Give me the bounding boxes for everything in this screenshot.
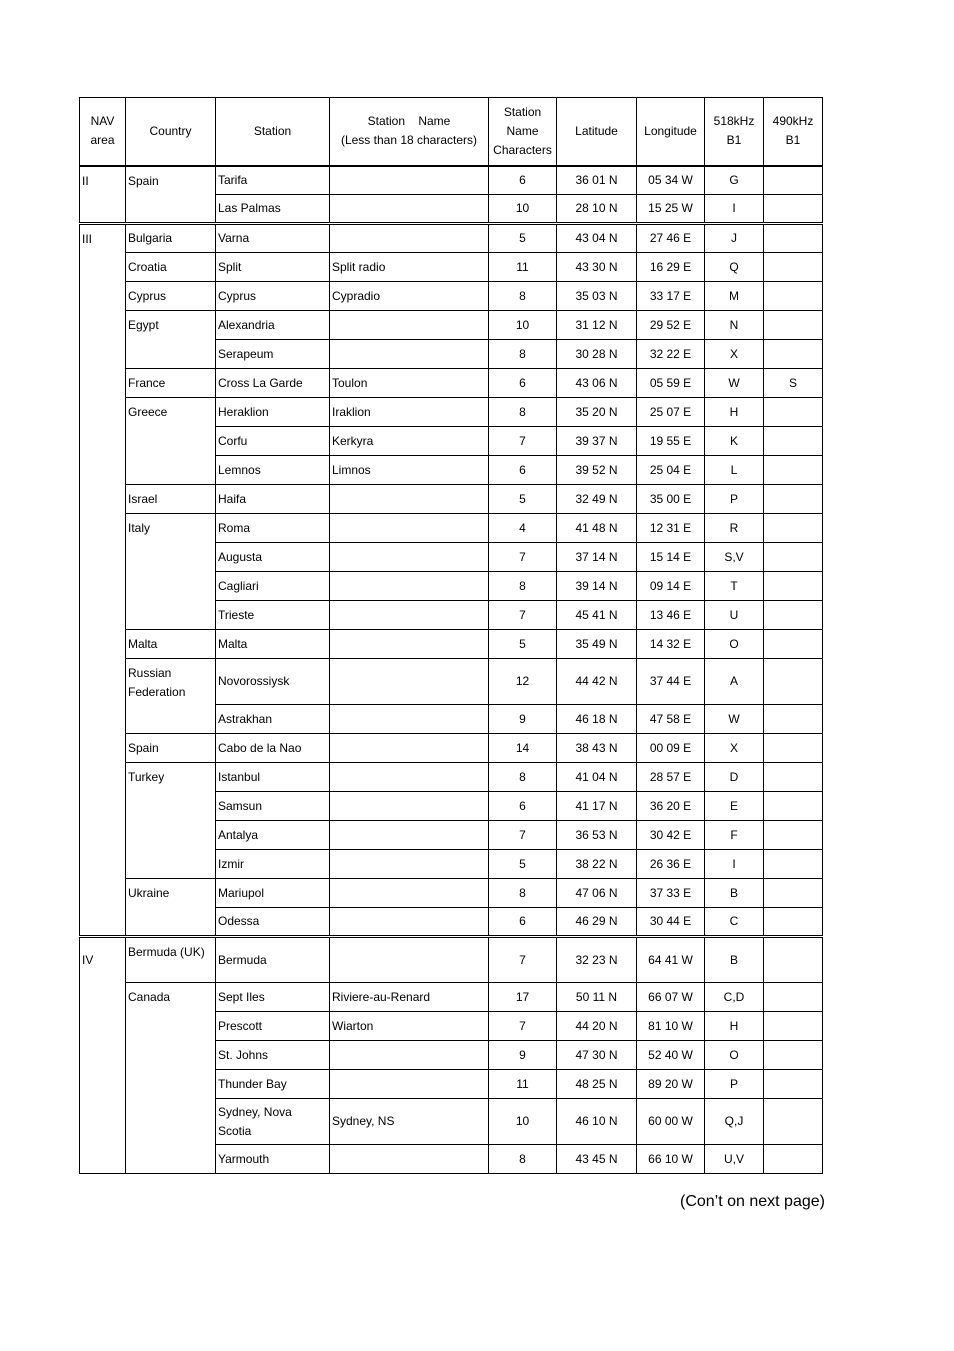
country-cell: Israel [126, 485, 216, 514]
b1-490khz-cell [764, 195, 823, 224]
characters-cell: 14 [489, 734, 557, 763]
b1-518khz-cell: G [705, 166, 764, 195]
longitude-cell: 66 07 W [637, 983, 705, 1012]
b1-490khz-cell [764, 1099, 823, 1145]
header-name-characters: Station Name Characters [489, 98, 557, 166]
latitude-cell: 39 37 N [557, 427, 637, 456]
station-cell: Sept Iles [216, 983, 330, 1012]
b1-518khz-cell: X [705, 340, 764, 369]
station-cell: Thunder Bay [216, 1070, 330, 1099]
station-cell: Prescott [216, 1012, 330, 1041]
station-name-cell [330, 792, 489, 821]
latitude-cell: 39 14 N [557, 572, 637, 601]
header-490khz: 490kHz B1 [764, 98, 823, 166]
station-name-cell [330, 601, 489, 630]
station-name-cell [330, 879, 489, 908]
b1-490khz-cell [764, 427, 823, 456]
b1-518khz-cell: F [705, 821, 764, 850]
characters-cell: 9 [489, 1041, 557, 1070]
latitude-cell: 28 10 N [557, 195, 637, 224]
latitude-cell: 50 11 N [557, 983, 637, 1012]
station-table [79, 97, 823, 1174]
latitude-cell: 45 41 N [557, 601, 637, 630]
station-name-cell: Sydney, NS [330, 1099, 489, 1145]
latitude-cell: 43 04 N [557, 224, 637, 253]
characters-cell: 10 [489, 1099, 557, 1145]
characters-cell: 12 [489, 659, 557, 705]
station-name-cell [330, 1070, 489, 1099]
table-row [80, 983, 823, 1012]
characters-cell: 8 [489, 879, 557, 908]
longitude-cell: 14 32 E [637, 630, 705, 659]
latitude-cell: 32 49 N [557, 485, 637, 514]
country-cell: Egypt [126, 311, 216, 369]
latitude-cell: 47 30 N [557, 1041, 637, 1070]
b1-518khz-cell: P [705, 1070, 764, 1099]
longitude-cell: 29 52 E [637, 311, 705, 340]
station-cell: Malta [216, 630, 330, 659]
latitude-cell: 43 30 N [557, 253, 637, 282]
continued-note: (Con’t on next page) [680, 1193, 825, 1210]
characters-cell: 8 [489, 763, 557, 792]
station-cell: Cagliari [216, 572, 330, 601]
station-name-cell [330, 166, 489, 195]
table-row [80, 369, 823, 398]
b1-518khz-cell: W [705, 369, 764, 398]
b1-490khz-cell [764, 1070, 823, 1099]
station-cell: Antalya [216, 821, 330, 850]
station-name-cell [330, 821, 489, 850]
station-cell: Augusta [216, 543, 330, 572]
station-cell: Lemnos [216, 456, 330, 485]
b1-490khz-cell [764, 792, 823, 821]
longitude-cell: 25 04 E [637, 456, 705, 485]
longitude-cell: 30 44 E [637, 908, 705, 937]
station-name-cell [330, 572, 489, 601]
station-cell: Cabo de la Nao [216, 734, 330, 763]
table-row [80, 485, 823, 514]
characters-cell: 7 [489, 821, 557, 850]
longitude-cell: 37 44 E [637, 659, 705, 705]
station-name-cell [330, 1145, 489, 1174]
longitude-cell: 37 33 E [637, 879, 705, 908]
longitude-cell: 16 29 E [637, 253, 705, 282]
latitude-cell: 46 18 N [557, 705, 637, 734]
header-station: Station [216, 98, 330, 166]
characters-cell: 5 [489, 485, 557, 514]
station-cell: Roma [216, 514, 330, 543]
longitude-cell: 28 57 E [637, 763, 705, 792]
longitude-cell: 81 10 W [637, 1012, 705, 1041]
longitude-cell: 32 22 E [637, 340, 705, 369]
characters-cell: 5 [489, 850, 557, 879]
table-row [80, 224, 823, 253]
characters-cell: 6 [489, 166, 557, 195]
longitude-cell: 12 31 E [637, 514, 705, 543]
characters-cell: 7 [489, 1012, 557, 1041]
latitude-cell: 37 14 N [557, 543, 637, 572]
b1-518khz-cell: B [705, 937, 764, 983]
table-row [80, 659, 823, 705]
station-cell: Varna [216, 224, 330, 253]
country-cell: Bermuda (UK) [126, 937, 216, 983]
b1-490khz-cell [764, 340, 823, 369]
header-latitude: Latitude [557, 98, 637, 166]
b1-490khz-cell [764, 543, 823, 572]
station-name-cell: Split radio [330, 253, 489, 282]
station-cell: Odessa [216, 908, 330, 937]
longitude-cell: 35 00 E [637, 485, 705, 514]
country-cell: Malta [126, 630, 216, 659]
longitude-cell: 27 46 E [637, 224, 705, 253]
station-name-cell: Cypradio [330, 282, 489, 311]
table-body [80, 166, 823, 1174]
country-cell: France [126, 369, 216, 398]
b1-518khz-cell: Q,J [705, 1099, 764, 1145]
longitude-cell: 05 34 W [637, 166, 705, 195]
station-cell: Cross La Garde [216, 369, 330, 398]
table-row [80, 514, 823, 543]
b1-518khz-cell: O [705, 1041, 764, 1070]
characters-cell: 8 [489, 572, 557, 601]
station-name-cell [330, 908, 489, 937]
b1-490khz-cell [764, 514, 823, 543]
characters-cell: 6 [489, 456, 557, 485]
table-row [80, 253, 823, 282]
station-cell: Yarmouth [216, 1145, 330, 1174]
latitude-cell: 43 45 N [557, 1145, 637, 1174]
longitude-cell: 89 20 W [637, 1070, 705, 1099]
latitude-cell: 39 52 N [557, 456, 637, 485]
longitude-cell: 52 40 W [637, 1041, 705, 1070]
station-cell: Alexandria [216, 311, 330, 340]
latitude-cell: 41 48 N [557, 514, 637, 543]
station-cell: Samsun [216, 792, 330, 821]
latitude-cell: 46 10 N [557, 1099, 637, 1145]
longitude-cell: 19 55 E [637, 427, 705, 456]
longitude-cell: 15 25 W [637, 195, 705, 224]
b1-518khz-cell: A [705, 659, 764, 705]
characters-cell: 8 [489, 1145, 557, 1174]
station-name-cell [330, 1041, 489, 1070]
station-cell: Astrakhan [216, 705, 330, 734]
header-country: Country [126, 98, 216, 166]
station-cell: Heraklion [216, 398, 330, 427]
latitude-cell: 44 20 N [557, 1012, 637, 1041]
longitude-cell: 13 46 E [637, 601, 705, 630]
b1-518khz-cell: M [705, 282, 764, 311]
latitude-cell: 38 22 N [557, 850, 637, 879]
station-cell: Mariupol [216, 879, 330, 908]
b1-490khz-cell [764, 705, 823, 734]
header-row [80, 98, 823, 166]
table-row [80, 166, 823, 195]
longitude-cell: 00 09 E [637, 734, 705, 763]
longitude-cell: 33 17 E [637, 282, 705, 311]
station-name-cell [330, 514, 489, 543]
table-row [80, 937, 823, 983]
country-cell: Greece [126, 398, 216, 485]
station-cell: Split [216, 253, 330, 282]
characters-cell: 7 [489, 543, 557, 572]
station-name-cell [330, 195, 489, 224]
station-name-cell: Toulon [330, 369, 489, 398]
latitude-cell: 47 06 N [557, 879, 637, 908]
b1-490khz-cell [764, 630, 823, 659]
station-name-cell [330, 224, 489, 253]
characters-cell: 6 [489, 908, 557, 937]
b1-518khz-cell: U,V [705, 1145, 764, 1174]
latitude-cell: 41 04 N [557, 763, 637, 792]
station-name-cell [330, 705, 489, 734]
station-name-cell [330, 311, 489, 340]
b1-490khz-cell [764, 1145, 823, 1174]
longitude-cell: 30 42 E [637, 821, 705, 850]
b1-490khz-cell [764, 850, 823, 879]
characters-cell: 11 [489, 1070, 557, 1099]
table-row [80, 630, 823, 659]
latitude-cell: 38 43 N [557, 734, 637, 763]
station-cell: Serapeum [216, 340, 330, 369]
characters-cell: 8 [489, 282, 557, 311]
latitude-cell: 41 17 N [557, 792, 637, 821]
b1-518khz-cell: H [705, 1012, 764, 1041]
station-name-cell [330, 734, 489, 763]
characters-cell: 4 [489, 514, 557, 543]
b1-518khz-cell: I [705, 850, 764, 879]
b1-490khz-cell [764, 253, 823, 282]
b1-518khz-cell: L [705, 456, 764, 485]
longitude-cell: 15 14 E [637, 543, 705, 572]
nav-area-cell: II [80, 166, 126, 224]
latitude-cell: 46 29 N [557, 908, 637, 937]
characters-cell: 5 [489, 630, 557, 659]
b1-518khz-cell: D [705, 763, 764, 792]
longitude-cell: 25 07 E [637, 398, 705, 427]
b1-490khz-cell [764, 485, 823, 514]
station-name-cell: Iraklion [330, 398, 489, 427]
nav-area-cell: III [80, 224, 126, 937]
b1-518khz-cell: E [705, 792, 764, 821]
country-cell: Croatia [126, 253, 216, 282]
b1-518khz-cell: U [705, 601, 764, 630]
b1-490khz-cell [764, 572, 823, 601]
station-cell: Tarifa [216, 166, 330, 195]
b1-490khz-cell [764, 456, 823, 485]
longitude-cell: 64 41 W [637, 937, 705, 983]
station-name-cell: Riviere-au-Renard [330, 983, 489, 1012]
station-name-cell: Wiarton [330, 1012, 489, 1041]
station-cell: Corfu [216, 427, 330, 456]
latitude-cell: 35 20 N [557, 398, 637, 427]
b1-518khz-cell: C [705, 908, 764, 937]
station-name-cell: Kerkyra [330, 427, 489, 456]
characters-cell: 9 [489, 705, 557, 734]
header-518khz: 518kHz B1 [705, 98, 764, 166]
b1-490khz-cell [764, 601, 823, 630]
station-cell: St. Johns [216, 1041, 330, 1070]
station-cell: Haifa [216, 485, 330, 514]
latitude-cell: 48 25 N [557, 1070, 637, 1099]
b1-490khz-cell [764, 908, 823, 937]
country-cell: Spain [126, 734, 216, 763]
characters-cell: 10 [489, 311, 557, 340]
header-station-name: Station Name (Less than 18 characters) [330, 98, 489, 166]
station-cell: Izmir [216, 850, 330, 879]
latitude-cell: 32 23 N [557, 937, 637, 983]
b1-490khz-cell [764, 659, 823, 705]
b1-490khz-cell: S [764, 369, 823, 398]
longitude-cell: 60 00 W [637, 1099, 705, 1145]
b1-490khz-cell [764, 398, 823, 427]
station-cell: Bermuda [216, 937, 330, 983]
station-name-cell [330, 659, 489, 705]
header-longitude: Longitude [637, 98, 705, 166]
b1-490khz-cell [764, 763, 823, 792]
latitude-cell: 44 42 N [557, 659, 637, 705]
country-cell: Cyprus [126, 282, 216, 311]
characters-cell: 7 [489, 937, 557, 983]
station-cell: Trieste [216, 601, 330, 630]
station-name-cell [330, 763, 489, 792]
latitude-cell: 30 28 N [557, 340, 637, 369]
table-row [80, 311, 823, 340]
b1-490khz-cell [764, 1012, 823, 1041]
characters-cell: 10 [489, 195, 557, 224]
b1-518khz-cell: S,V [705, 543, 764, 572]
country-cell: Spain [126, 166, 216, 224]
station-name-cell [330, 485, 489, 514]
table-row [80, 734, 823, 763]
country-cell: Turkey [126, 763, 216, 879]
b1-518khz-cell: Q [705, 253, 764, 282]
station-cell: Novorossiysk [216, 659, 330, 705]
characters-cell: 7 [489, 601, 557, 630]
characters-cell: 7 [489, 427, 557, 456]
b1-518khz-cell: O [705, 630, 764, 659]
b1-490khz-cell [764, 224, 823, 253]
nav-area-cell: IV [80, 937, 126, 1174]
station-name-cell [330, 340, 489, 369]
country-cell: Bulgaria [126, 224, 216, 253]
b1-518khz-cell: N [705, 311, 764, 340]
longitude-cell: 09 14 E [637, 572, 705, 601]
longitude-cell: 47 58 E [637, 705, 705, 734]
characters-cell: 6 [489, 369, 557, 398]
table-row [80, 398, 823, 427]
country-cell: Russian Federation [126, 659, 216, 734]
b1-518khz-cell: R [705, 514, 764, 543]
station-name-cell [330, 937, 489, 983]
b1-490khz-cell [764, 879, 823, 908]
station-cell: Sydney, Nova Scotia [216, 1099, 330, 1145]
country-cell: Canada [126, 983, 216, 1174]
station-name-cell [330, 630, 489, 659]
table-row [80, 879, 823, 908]
longitude-cell: 05 59 E [637, 369, 705, 398]
b1-518khz-cell: I [705, 195, 764, 224]
b1-518khz-cell: B [705, 879, 764, 908]
longitude-cell: 36 20 E [637, 792, 705, 821]
b1-518khz-cell: X [705, 734, 764, 763]
b1-518khz-cell: H [705, 398, 764, 427]
b1-518khz-cell: T [705, 572, 764, 601]
characters-cell: 8 [489, 398, 557, 427]
latitude-cell: 35 03 N [557, 282, 637, 311]
longitude-cell: 66 10 W [637, 1145, 705, 1174]
station-name-cell [330, 543, 489, 572]
characters-cell: 11 [489, 253, 557, 282]
latitude-cell: 35 49 N [557, 630, 637, 659]
characters-cell: 8 [489, 340, 557, 369]
latitude-cell: 31 12 N [557, 311, 637, 340]
b1-490khz-cell [764, 311, 823, 340]
station-name-cell [330, 850, 489, 879]
latitude-cell: 36 53 N [557, 821, 637, 850]
b1-518khz-cell: K [705, 427, 764, 456]
b1-490khz-cell [764, 821, 823, 850]
b1-518khz-cell: W [705, 705, 764, 734]
latitude-cell: 36 01 N [557, 166, 637, 195]
header-nav-area: NAV area [80, 98, 126, 166]
b1-490khz-cell [764, 166, 823, 195]
country-cell: Ukraine [126, 879, 216, 937]
station-name-cell: Limnos [330, 456, 489, 485]
table-row [80, 763, 823, 792]
station-cell: Istanbul [216, 763, 330, 792]
b1-490khz-cell [764, 983, 823, 1012]
table-row [80, 282, 823, 311]
characters-cell: 5 [489, 224, 557, 253]
characters-cell: 17 [489, 983, 557, 1012]
b1-518khz-cell: P [705, 485, 764, 514]
station-cell: Cyprus [216, 282, 330, 311]
longitude-cell: 26 36 E [637, 850, 705, 879]
b1-518khz-cell: J [705, 224, 764, 253]
station-cell: Las Palmas [216, 195, 330, 224]
b1-490khz-cell [764, 734, 823, 763]
b1-490khz-cell [764, 282, 823, 311]
b1-490khz-cell [764, 1041, 823, 1070]
country-cell: Italy [126, 514, 216, 630]
latitude-cell: 43 06 N [557, 369, 637, 398]
characters-cell: 6 [489, 792, 557, 821]
b1-490khz-cell [764, 937, 823, 983]
b1-518khz-cell: C,D [705, 983, 764, 1012]
